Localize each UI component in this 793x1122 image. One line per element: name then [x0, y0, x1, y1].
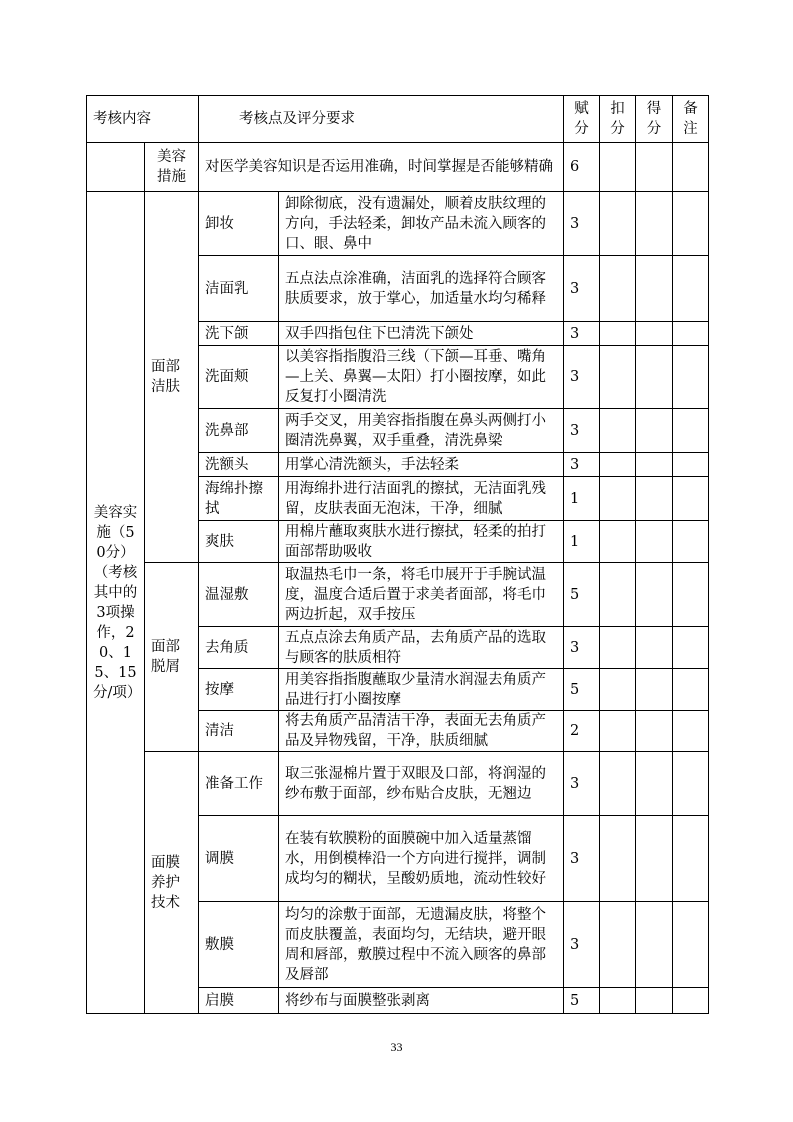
item-name: 洗面颊: [199, 346, 279, 409]
deduct-cell: [600, 669, 636, 711]
header-row: [87, 96, 709, 143]
item-requirement: 五点点涂去角质产品，去角质产品的选取与顾客的肤质相符: [279, 627, 564, 669]
item-requirement: 用美容指指腹蘸取少量清水润湿去角质产品进行打小圈按摩: [279, 669, 564, 711]
item-name: 准备工作: [199, 752, 279, 816]
item-score: 1: [564, 521, 600, 563]
item-name: 洗下颌: [199, 322, 279, 346]
item-name: 按摩: [199, 669, 279, 711]
deduct-cell: [600, 711, 636, 752]
got-cell: [636, 256, 673, 322]
group-label: 面膜养护技术: [145, 752, 199, 1014]
item-name: 洗额头: [199, 453, 279, 477]
item-name: 去角质: [199, 627, 279, 669]
remark-cell: [673, 477, 709, 521]
remark-cell: [673, 453, 709, 477]
header-deduct: 扣分: [600, 96, 636, 143]
measures-requirement: 对医学美容知识是否运用准确，时间掌握是否能够精确: [199, 143, 564, 192]
item-score: 3: [564, 409, 600, 453]
got-cell: [636, 902, 673, 988]
item-name: 洁面乳: [199, 256, 279, 322]
item-requirement: 将纱布与面膜整张剥离: [279, 988, 564, 1014]
measures-score: 6: [564, 143, 600, 192]
remark-cell: [673, 563, 709, 627]
measures-row: [87, 143, 709, 192]
item-requirement: 将去角质产品清洁干净，表面无去角质产品及异物残留，干净，肤质细腻: [279, 711, 564, 752]
deduct-cell: [600, 453, 636, 477]
item-requirement: 双手四指包住下巴清洗下颌处: [279, 322, 564, 346]
item-name: 调膜: [199, 816, 279, 902]
group-label: 面部洁肤: [145, 192, 199, 563]
item-requirement: 用海绵扑进行洁面乳的擦拭，无洁面乳残留，皮肤表面无泡沫，干净，细腻: [279, 477, 564, 521]
remark-cell: [673, 627, 709, 669]
deduct-cell: [600, 256, 636, 322]
table-row: [87, 563, 709, 627]
remark-cell: [673, 988, 709, 1014]
got-cell: [636, 627, 673, 669]
item-score: 3: [564, 192, 600, 256]
item-name: 清洁: [199, 711, 279, 752]
deduct-cell: [600, 322, 636, 346]
deduct-cell: [600, 521, 636, 563]
got-cell: [636, 409, 673, 453]
got-cell: [636, 322, 673, 346]
measures-label: 美容措施: [145, 143, 199, 192]
item-score: 5: [564, 563, 600, 627]
item-name: 敷膜: [199, 902, 279, 988]
remark-cell: [673, 816, 709, 902]
remark-cell: [673, 521, 709, 563]
got-cell: [636, 143, 673, 192]
deduct-cell: [600, 816, 636, 902]
item-name: 爽肤: [199, 521, 279, 563]
item-score: 3: [564, 256, 600, 322]
item-score: 3: [564, 346, 600, 409]
assessment-table: [86, 95, 709, 1014]
deduct-cell: [600, 346, 636, 409]
header-points: 考核点及评分要求: [199, 96, 564, 143]
remark-cell: [673, 752, 709, 816]
item-score: 3: [564, 902, 600, 988]
remark-cell: [673, 192, 709, 256]
item-score: 3: [564, 453, 600, 477]
deduct-cell: [600, 752, 636, 816]
got-cell: [636, 477, 673, 521]
deduct-cell: [600, 143, 636, 192]
got-cell: [636, 346, 673, 409]
table-row: [87, 192, 709, 256]
header-score: 赋分: [564, 96, 600, 143]
item-score: 3: [564, 752, 600, 816]
deduct-cell: [600, 563, 636, 627]
group-label: 面部脱屑: [145, 563, 199, 752]
remark-cell: [673, 346, 709, 409]
got-cell: [636, 711, 673, 752]
item-requirement: 在装有软膜粉的面膜碗中加入适量蒸馏水，用倒模棒沿一个方向进行搅拌，调制成均匀的糊状，呈酸奶质地，流动性较好: [279, 816, 564, 902]
item-requirement: 卸除彻底，没有遗漏处，顺着皮肤纹理的方向，手法轻柔，卸妆产品未流入顾客的口、眼、鼻中: [279, 192, 564, 256]
item-requirement: 均匀的涂敷于面部，无遗漏皮肤，将整个而皮肤覆盖，表面均匀，无结块，避开眼周和唇部，敷膜过程中不流入顾客的鼻部及唇部: [279, 902, 564, 988]
item-score: 5: [564, 669, 600, 711]
deduct-cell: [600, 477, 636, 521]
item-score: 3: [564, 627, 600, 669]
empty-cell: [87, 143, 145, 192]
deduct-cell: [600, 988, 636, 1014]
deduct-cell: [600, 902, 636, 988]
item-name: 洗鼻部: [199, 409, 279, 453]
header-remark: 备注: [673, 96, 709, 143]
item-score: 1: [564, 477, 600, 521]
item-requirement: 五点法点涂准确，洁面乳的选择符合顾客肤质要求，放于掌心，加适量水均匀稀释: [279, 256, 564, 322]
item-requirement: 取三张湿棉片置于双眼及口部，将润湿的纱布敷于面部，纱布贴合皮肤，无翘边: [279, 752, 564, 816]
deduct-cell: [600, 627, 636, 669]
deduct-cell: [600, 409, 636, 453]
remark-cell: [673, 669, 709, 711]
item-name: 卸妆: [199, 192, 279, 256]
item-score: 3: [564, 322, 600, 346]
got-cell: [636, 453, 673, 477]
got-cell: [636, 752, 673, 816]
got-cell: [636, 192, 673, 256]
item-requirement: 以美容指指腹沿三线（下颌—耳垂、嘴角—上关、鼻翼—太阳）打小圈按摩，如此反复打小圈清洗: [279, 346, 564, 409]
item-requirement: 用棉片蘸取爽肤水进行擦拭，轻柔的拍打面部帮助吸收: [279, 521, 564, 563]
item-name: 启膜: [199, 988, 279, 1014]
item-score: 5: [564, 988, 600, 1014]
item-requirement: 用掌心清洗额头，手法轻柔: [279, 453, 564, 477]
got-cell: [636, 988, 673, 1014]
got-cell: [636, 521, 673, 563]
header-content: 考核内容: [87, 96, 199, 143]
table-row: [87, 752, 709, 816]
remark-cell: [673, 711, 709, 752]
remark-cell: [673, 143, 709, 192]
item-requirement: 两手交叉，用美容指指腹在鼻头两侧打小圈清洗鼻翼，双手重叠，清洗鼻梁: [279, 409, 564, 453]
remark-cell: [673, 902, 709, 988]
deduct-cell: [600, 192, 636, 256]
got-cell: [636, 816, 673, 902]
item-name: 温湿敷: [199, 563, 279, 627]
remark-cell: [673, 409, 709, 453]
got-cell: [636, 669, 673, 711]
page-number: 33: [390, 1040, 403, 1054]
item-score: 3: [564, 816, 600, 902]
remark-cell: [673, 322, 709, 346]
item-requirement: 取温热毛巾一条，将毛巾展开于手腕试温度，温度合适后置于求美者面部，将毛巾两边折起，双手按压: [279, 563, 564, 627]
item-score: 2: [564, 711, 600, 752]
got-cell: [636, 563, 673, 627]
category-label: 美容实施（50分）（考核其中的3项操作，20、15、15分/项）: [87, 192, 145, 1014]
item-name: 海绵扑擦拭: [199, 477, 279, 521]
remark-cell: [673, 256, 709, 322]
header-got: 得分: [636, 96, 673, 143]
